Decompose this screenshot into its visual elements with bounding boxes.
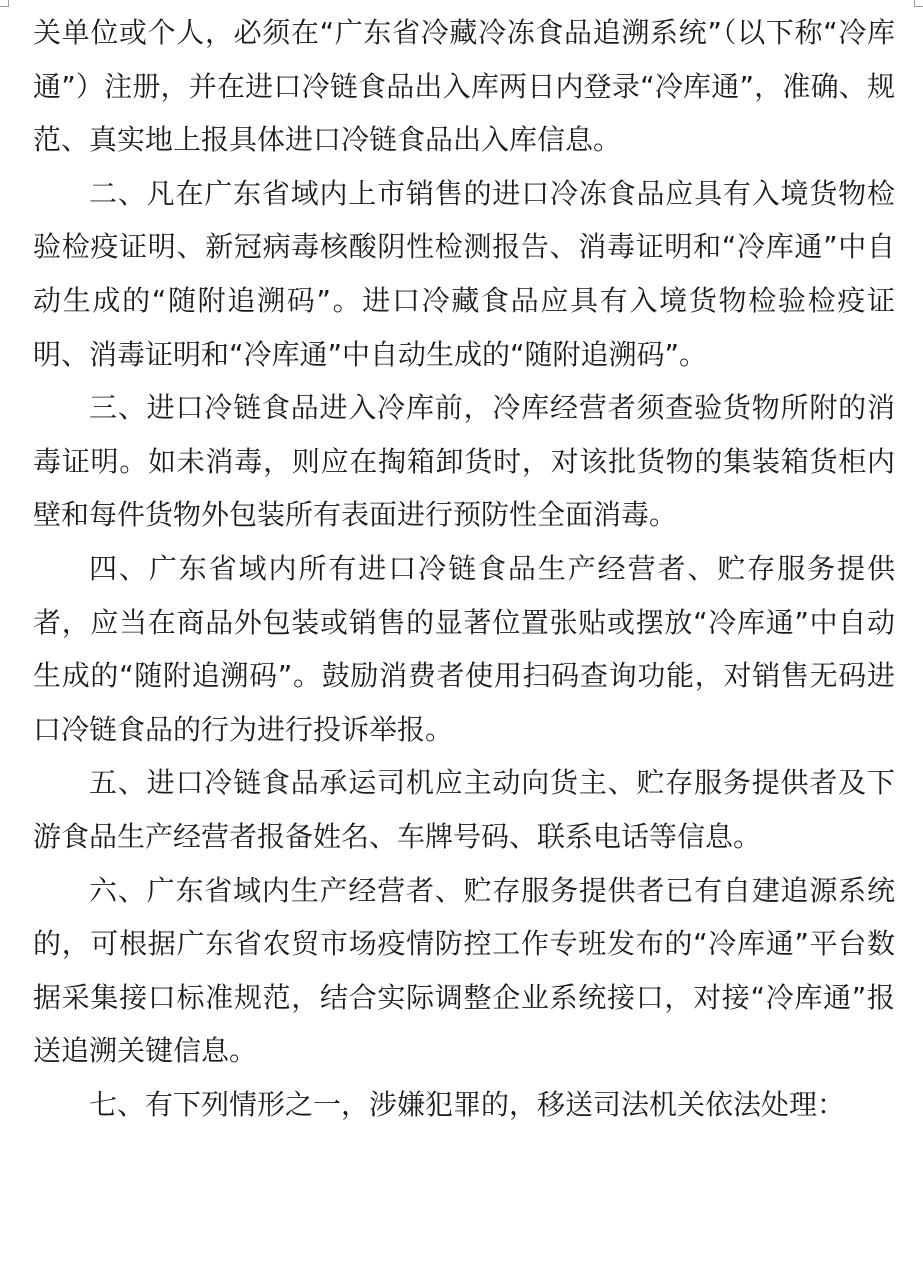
page-corner-mark-left (0, 0, 9, 7)
paragraph-item-2: 二、凡在广东省域内上市销售的进口冷冻食品应具有入境货物检验检疫证明、新冠病毒核酸阴性检测报告、消毒证明和“冷库通”中自动生成的“随附追溯码”。进口冷藏食品应具有入境货物检验检疫证明、消毒证明和“冷库通”中自动生成的“随附追溯码”。 (33, 176, 895, 371)
paragraph-continuation: 关单位或个人，必须在“广东省冷藏冷冻食品追溯系统”（以下称“冷库通”）注册，并在进口冷链食品出入库两日内登录“冷库通”，准确、规范、真实地上报具体进口冷链食品出入库信息。 (33, 16, 895, 157)
paragraph-item-5: 五、进口冷链食品承运司机应主动向货主、贮存服务提供者及下游食品生产经营者报备姓名、车牌号码、联系电话等信息。 (33, 766, 895, 853)
paragraph-item-7: 七、有下列情形之一，涉嫌犯罪的，移送司法机关依法处理： (89, 1087, 846, 1121)
paragraph-item-4: 四、广东省域内所有进口冷链食品生产经营者、贮存服务提供者，应当在商品外包装或销售的显著位置张贴或摆放“冷库通”中自动生成的“随附追溯码”。鼓励消费者使用扫码查询功能，对销售无码进口冷链食品的行为进行投诉举报。 (33, 551, 895, 746)
document-body (33, 6, 895, 1131)
paragraph-item-3: 三、进口冷链食品进入冷库前，冷库经营者须查验货物所附的消毒证明。如未消毒，则应在掏箱卸货时，对该批货物的集装箱货柜内壁和每件货物外包装所有表面进行预防性全面消毒。 (33, 391, 895, 532)
page-corner-mark-right (914, 0, 923, 7)
paragraph-item-6: 六、广东省域内生产经营者、贮存服务提供者已有自建追源系统的，可根据广东省农贸市场疫情防控工作专班发布的“冷库通”平台数据采集接口标准规范，结合实际调整企业系统接口，对接“冷库通”报送追溯关键信息。 (33, 873, 895, 1068)
